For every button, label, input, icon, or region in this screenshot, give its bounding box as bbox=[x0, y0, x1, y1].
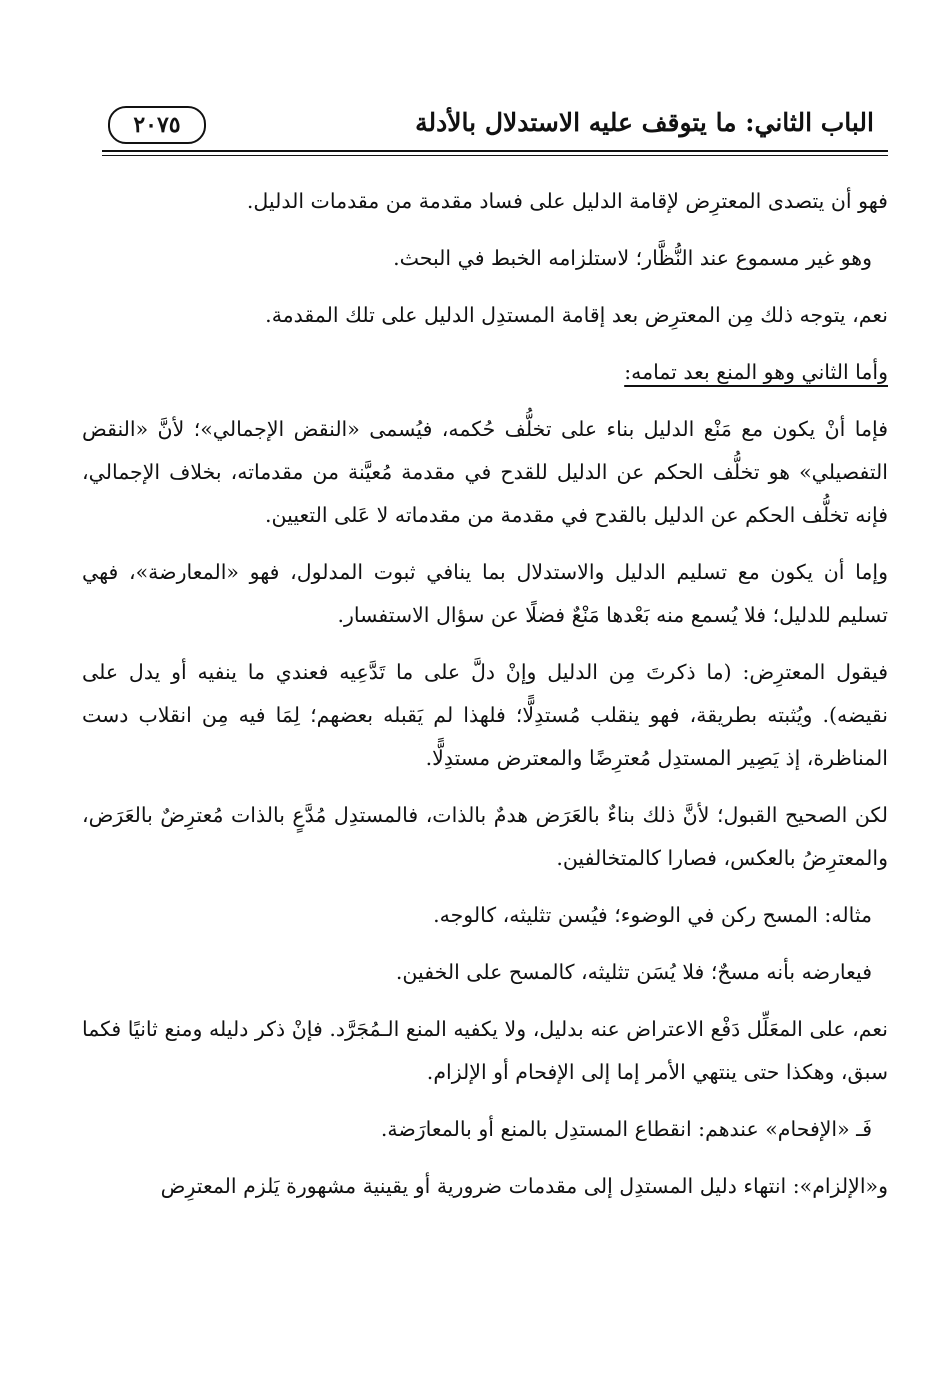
chapter-title: الباب الثاني: ما يتوقف عليه الاستدلال بالأدلة bbox=[415, 108, 874, 137]
paragraph: مثاله: المسح ركن في الوضوء؛ فيُسن تثليثه، كالوجه. bbox=[433, 903, 872, 927]
paragraph: لكن الصحيح القبول؛ لأنَّ ذلك بناءٌ بالعَرَض هدمٌ بالذات، فالمستدِل مُدَّعٍ بالذات مُعترِضٌ بالعَرَض، والمعترِضُ بالعكس، فصارا كالمتخالفين. bbox=[82, 803, 889, 870]
header-rule-thin bbox=[102, 155, 888, 156]
paragraph: نعم، على المعَلِّل دَفْع الاعتراض عنه بدليل، ولا يكفيه المنع الـمُجَرَّد. فإنْ ذكر دليله ومنع ثانيًا فكما سبق، وهكذا حتى ينتهي الأمر إما إلى الإفحام أو الإلزام. bbox=[82, 1017, 888, 1084]
section-heading: وأما الثاني وهو المنع بعد تمامه: bbox=[624, 360, 888, 384]
paragraph: وإما أن يكون مع تسليم الدليل والاستدلال بما ينافي ثبوت المدلول، فهو «المعارضة»، فهي تسليم للدليل؛ فلا يُسمع منه بَعْدها مَنْعٌ فضلًا عن سؤال الاستفسار. bbox=[82, 560, 888, 627]
paragraph: فإما أنْ يكون مع مَنْع الدليل بناء على تخلُّف حُكمه، فيُسمى «النقض الإجمالي»؛ لأنَّ «النقض التفصيلي» هو تخلُّف الحكم عن الدليل للقدح في مقدمة مُعيَّنة من مقدماته، بخلاف الإجمالي، فإنه تخلُّف الحكم عن الدليل بالقدح في مقدمة من مقدماته لا عَلى التعيين. bbox=[82, 417, 888, 527]
page-header bbox=[88, 100, 888, 146]
paragraph: فيعارضه بأنه مسحٌ؛ فلا يُسَن تثليثه، كالمسح على الخفين. bbox=[395, 960, 872, 984]
paragraph: و«الإلزام»: انتهاء دليل المستدِل إلى مقدمات ضرورية أو يقينية مشهورة يَلزم المعترِض bbox=[160, 1174, 888, 1198]
page-number: ٢٠٧٥ bbox=[108, 106, 206, 144]
paragraph: وهو غير مسموع عند النُّظَّار؛ لاستلزامه الخبط في البحث. bbox=[393, 246, 872, 270]
paragraph: فهو أن يتصدى المعترِض لإقامة الدليل على فساد مقدمة من مقدمات الدليل. bbox=[246, 189, 888, 213]
header-rule-thick bbox=[102, 150, 888, 152]
paragraph: نعم، يتوجه ذلك مِن المعترِض بعد إقامة المستدِل الدليل على تلك المقدمة. bbox=[265, 303, 888, 327]
paragraph: فيقول المعترِض: (ما ذكرتَ مِن الدليل وإنْ دلَّ على ما تَدَّعِيه فعندي ما ينفيه أو يدل على نقيضه). ويُثبته بطريقة، فهو ينقلب مُستدِلًّا؛ فلهذا لم يَقبله بعضهم؛ لِمَا فيه مِن انقلاب دست المناظرة، إذ يَصِير المستدِل مُعترِضًا والمعترض مستدِلًّا. bbox=[82, 660, 888, 770]
body-text bbox=[82, 180, 888, 1222]
paragraph bbox=[82, 351, 888, 394]
paragraph: فَـ «الإفحام» عندهم: انقطاع المستدِل بالمنع أو بالمعارَضة. bbox=[380, 1117, 872, 1141]
book-page bbox=[82, 100, 889, 1360]
